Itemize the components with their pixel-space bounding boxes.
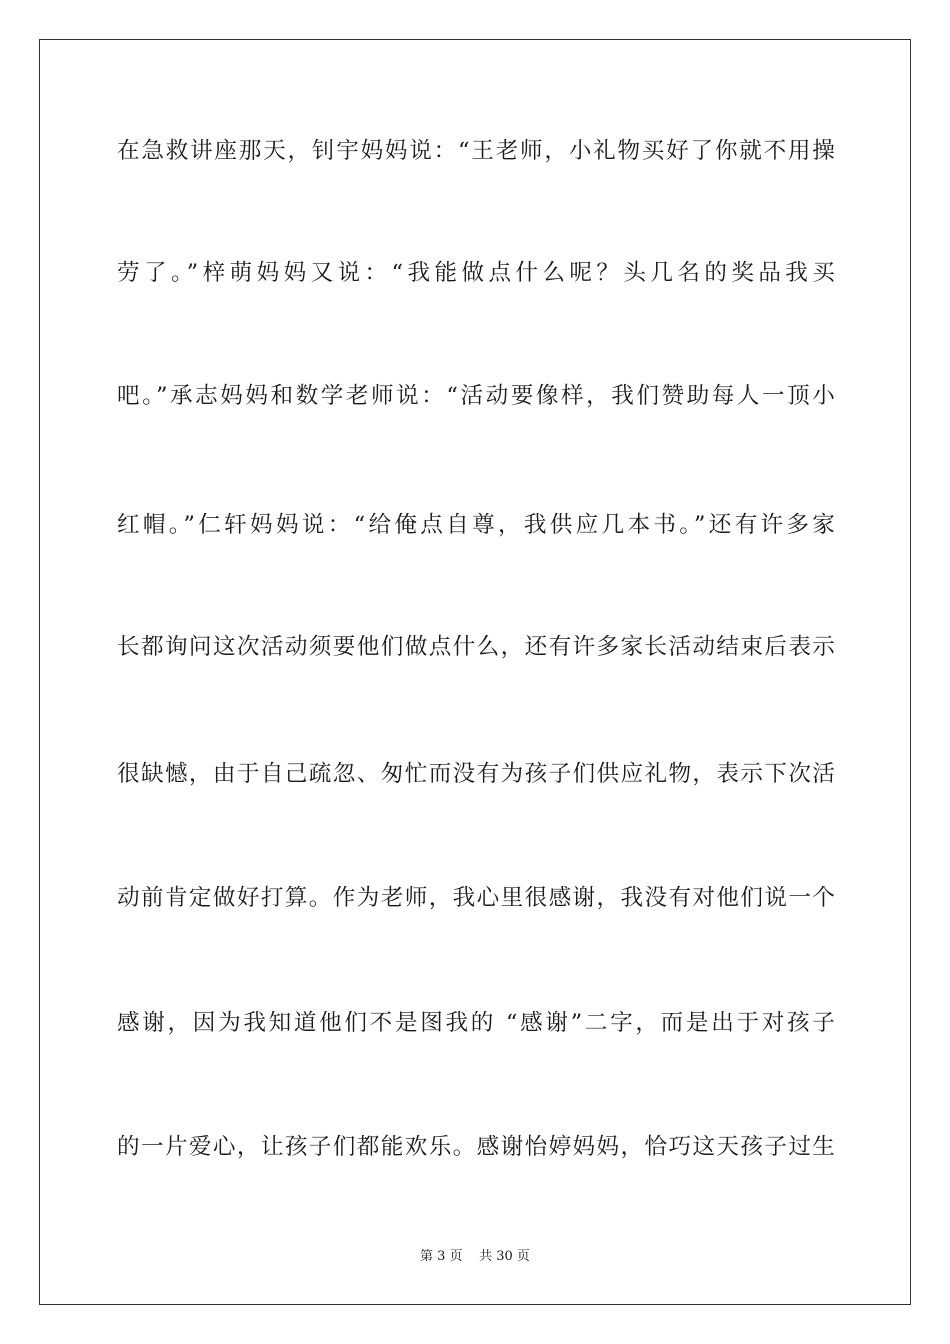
text-line: 在急救讲座那天，钊宇妈妈说：“王老师，小礼物买好了你就不用操 bbox=[117, 138, 835, 164]
page-total: 共 30 页 bbox=[479, 1249, 530, 1264]
page-number: 第 3 页 bbox=[420, 1249, 463, 1264]
page-footer bbox=[0, 1247, 950, 1267]
text-line: 劳了。”梓萌妈妈又说：“我能做点什么呢？头几名的奖品我买 bbox=[117, 260, 835, 286]
text-line: 感谢，因为我知道他们不是图我的 “感谢”二字，而是出于对孩子 bbox=[117, 1010, 835, 1036]
text-line: 的一片爱心，让孩子们都能欢乐。感谢怡婷妈妈，恰巧这天孩子过生 bbox=[117, 1134, 835, 1160]
text-line: 动前肯定做好打算。作为老师，我心里很感谢，我没有对他们说一个 bbox=[117, 885, 835, 911]
text-line: 红帽。”仁轩妈妈说：“给俺点自尊，我供应几本书。”还有许多家 bbox=[117, 512, 835, 538]
text-line: 吧。”承志妈妈和数学老师说：“活动要像样，我们赞助每人一顶小 bbox=[117, 383, 835, 409]
text-line: 长都询问这次活动须要他们做点什么，还有许多家长活动结束后表示 bbox=[117, 634, 835, 660]
text-line: 很缺憾，由于自己疏忽、匆忙而没有为孩子们供应礼物，表示下次活 bbox=[117, 761, 835, 787]
page-border bbox=[39, 39, 911, 1305]
